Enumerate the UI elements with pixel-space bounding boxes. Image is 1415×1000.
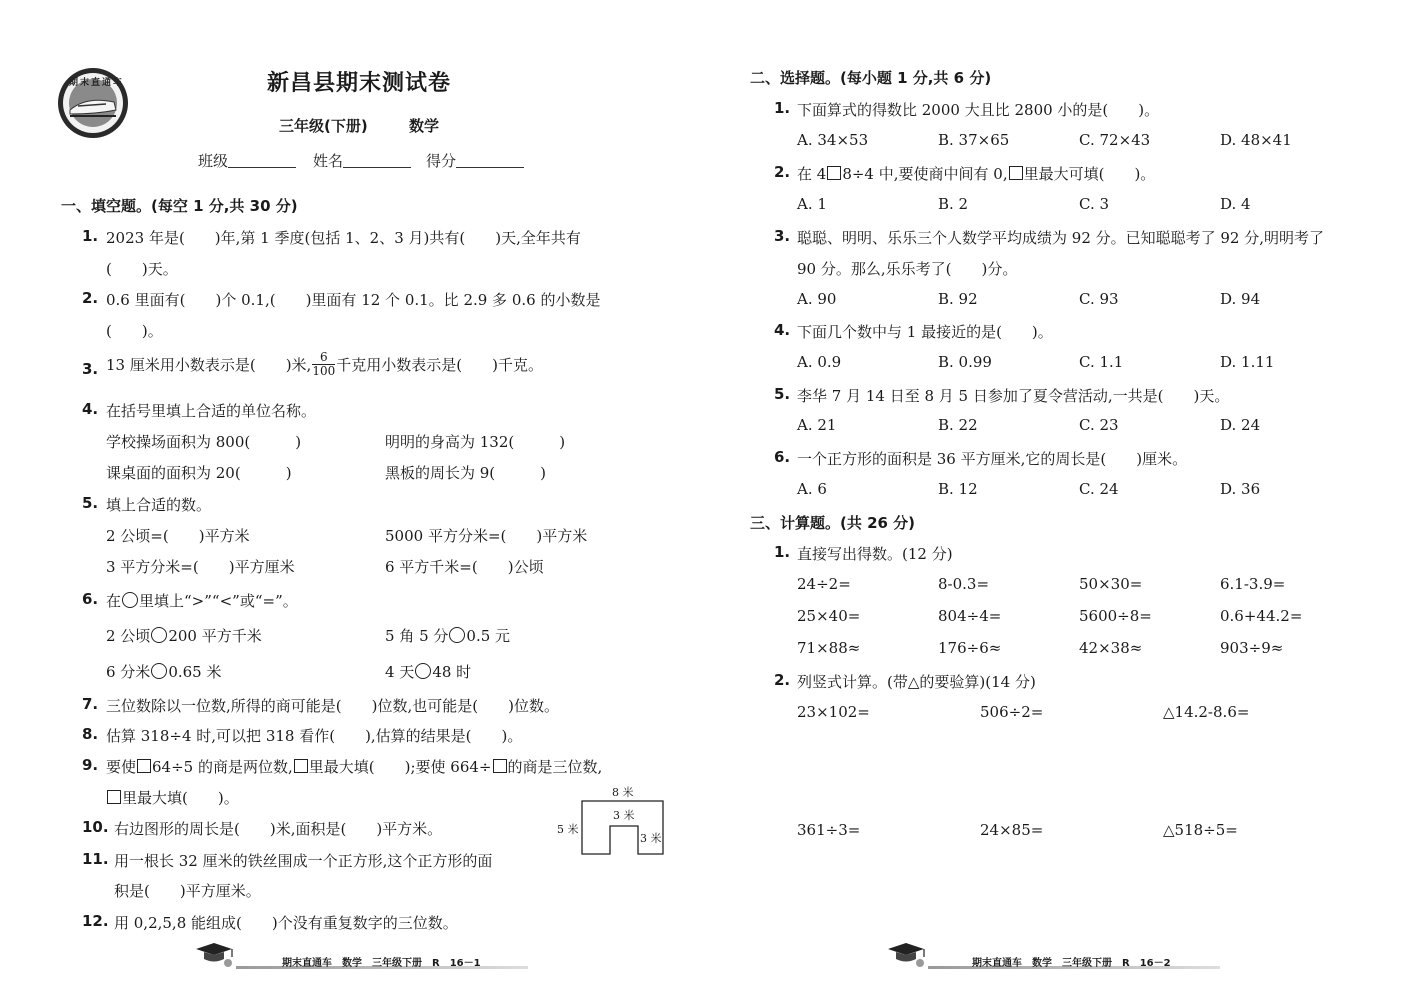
c1-text: 下面算式的得数比 2000 大且比 2800 小的是( )。: [797, 101, 1160, 119]
q6-text: [106, 590, 298, 611]
c1-option-d[interactable]: D. 48×41: [1220, 131, 1292, 149]
q3-fraction-denominator: 100: [312, 364, 336, 378]
q6-b-right: 0.5 元: [466, 627, 511, 645]
answer-circle[interactable]: [415, 663, 431, 679]
q3-part-a: 13 厘米用小数表示是( )米,: [106, 356, 312, 374]
c6-text: 一个正方形的面积是 36 平方厘米,它的周长是( )厘米。: [797, 450, 1188, 468]
q6-item-c: [106, 661, 221, 682]
logo-text: 期末直通车: [69, 78, 125, 88]
c5-option-d[interactable]: D. 24: [1220, 416, 1261, 434]
c2-text: [797, 163, 1155, 184]
q1-line2: ( )天。: [106, 260, 178, 278]
logo-badge: [56, 66, 130, 140]
score-field[interactable]: [426, 150, 524, 171]
c3-option-b[interactable]: B. 92: [938, 290, 978, 308]
q9-line1: [106, 756, 602, 777]
k2-r1-c2: 506÷2=: [980, 703, 1044, 721]
q1-line1: 2023 年是( )年,第 1 季度(包括 1、2、3 月)共有( )天,全年共有: [106, 229, 581, 247]
page-title: 新昌县期末测试卷: [267, 70, 452, 96]
name-label: 姓名: [313, 152, 344, 170]
c3-line1: 聪聪、明明、乐乐三个人数学平均成绩为 92 分。已知聪聪考了 92 分,明明考了: [797, 229, 1325, 247]
q6-c-right: 0.65 米: [168, 663, 222, 681]
q6-c-left: 6 分米: [106, 663, 151, 681]
q12-number: 12.: [82, 912, 109, 930]
c2-option-a[interactable]: A. 1: [797, 195, 827, 213]
c6-option-c[interactable]: C. 24: [1079, 480, 1119, 498]
q6-text-pre: 在: [106, 592, 122, 610]
fig-label-left: 5 米: [557, 823, 579, 836]
answer-circle[interactable]: [151, 663, 167, 679]
c6-number: 6.: [774, 448, 791, 466]
c1-number: 1.: [774, 99, 791, 117]
square-box-icon: [107, 790, 121, 804]
q5-item-d: 6 平方千米=( )公顷: [385, 558, 544, 576]
k1-text: 直接写出得数。(12 分): [797, 545, 953, 563]
c2-option-d[interactable]: D. 4: [1220, 195, 1251, 213]
q4-item-c: 课桌面的面积为 20( ): [106, 464, 292, 482]
graduation-cap-icon: [192, 940, 238, 970]
answer-circle[interactable]: [151, 627, 167, 643]
k1-r1-c1: 24÷2=: [797, 575, 851, 593]
k2-r1-c1: 23×102=: [797, 703, 870, 721]
c2-number: 2.: [774, 163, 791, 181]
q3-fraction: [312, 351, 335, 378]
q2-line2: ( )。: [106, 322, 163, 340]
q7-text: 三位数除以一位数,所得的商可能是( )位数,也可能是( )位数。: [106, 697, 559, 715]
q11-number: 11.: [82, 850, 109, 868]
footer-left-text: 期末直通车 数学 三年级下册 R 16－1: [282, 958, 481, 969]
k1-r1-c2: 8-0.3=: [938, 575, 990, 593]
c1-option-b[interactable]: B. 37×65: [938, 131, 1010, 149]
fig-label-right: 3 米: [640, 832, 662, 845]
k1-r3-c2: 176÷6≈: [938, 639, 1002, 657]
k1-r1-c4: 6.1-3.9=: [1220, 575, 1286, 593]
q3-number: 3.: [82, 360, 99, 378]
k1-r2-c2: 804÷4=: [938, 607, 1002, 625]
q9-part-d: 的商是三位数,: [507, 758, 603, 776]
answer-circle[interactable]: [449, 627, 465, 643]
k2-number: 2.: [774, 671, 791, 689]
c3-option-d[interactable]: D. 94: [1220, 290, 1261, 308]
q5-item-b: 5000 平方分米=( )平方米: [385, 527, 588, 545]
c5-text: 李华 7 月 14 日至 8 月 5 日参加了夏令营活动,一共是( )天。: [797, 387, 1230, 405]
section-calc-heading: 三、计算题。(共 26 分): [750, 514, 916, 532]
c2-option-c[interactable]: C. 3: [1079, 195, 1110, 213]
q5-item-c: 3 平方分米=( )平方厘米: [106, 558, 295, 576]
q9-number: 9.: [82, 756, 99, 774]
q10-text: 右边图形的周长是( )米,面积是( )平方米。: [114, 820, 443, 838]
q4-item-b: 明明的身高为 132( ): [385, 433, 566, 451]
k2-r2-c3: △518÷5=: [1163, 821, 1238, 839]
q4-item-a: 学校操场面积为 800( ): [106, 433, 302, 451]
c1-option-c[interactable]: C. 72×43: [1079, 131, 1151, 149]
q6-b-left: 5 角 5 分: [385, 627, 449, 645]
q9-line2: [106, 787, 239, 808]
k1-r2-c1: 25×40=: [797, 607, 861, 625]
c5-option-a[interactable]: A. 21: [797, 416, 837, 434]
footer-right-text: 期末直通车 数学 三年级下册 R 16－2: [972, 958, 1171, 969]
c2-part-a: 在 4: [797, 165, 827, 183]
score-label: 得分: [426, 152, 457, 170]
square-box-icon: [827, 166, 841, 180]
q2-number: 2.: [82, 289, 99, 307]
q2-line1: 0.6 里面有( )个 0.1,( )里面有 12 个 0.1。比 2.9 多 0.6 的小数是: [106, 291, 601, 309]
k1-r3-c3: 42×38≈: [1079, 639, 1143, 657]
c4-text: 下面几个数中与 1 最接近的是( )。: [797, 323, 1053, 341]
q8-text: 估算 318÷4 时,可以把 318 看作( ),估算的结果是( )。: [106, 727, 523, 745]
section-choice-heading: 二、选择题。(每小题 1 分,共 6 分): [750, 69, 992, 87]
subtitle-grade: 三年级(下册): [279, 117, 368, 135]
circle-icon: [122, 592, 138, 608]
q6-a-right: 200 平方千米: [168, 627, 262, 645]
c5-option-c[interactable]: C. 23: [1079, 416, 1119, 434]
c4-option-d[interactable]: D. 1.11: [1220, 353, 1275, 371]
square-box-icon: [137, 759, 151, 773]
c3-number: 3.: [774, 227, 791, 245]
q9-line2-text: 里最大填( )。: [122, 789, 239, 807]
q9-part-a: 要使: [106, 758, 137, 776]
c2-option-b[interactable]: B. 2: [938, 195, 969, 213]
c4-number: 4.: [774, 321, 791, 339]
footer-left-icon: [192, 940, 238, 974]
c4-option-c[interactable]: C. 1.1: [1079, 353, 1124, 371]
q11-line1: 用一根长 32 厘米的铁丝围成一个正方形,这个正方形的面: [114, 852, 493, 870]
c6-option-d[interactable]: D. 36: [1220, 480, 1261, 498]
footer-right-icon: [884, 940, 930, 974]
c3-option-a[interactable]: A. 90: [797, 290, 837, 308]
q6-item-d: [385, 661, 471, 682]
q4-number: 4.: [82, 400, 99, 418]
q11-line2: 积是( )平方厘米。: [114, 882, 261, 900]
q5-item-a: 2 公顷=( )平方米: [106, 527, 250, 545]
graduation-cap-icon: [884, 940, 930, 970]
subtitle-subject: 数学: [409, 117, 440, 135]
q5-number: 5.: [82, 494, 99, 512]
k1-r3-c1: 71×88≈: [797, 639, 861, 657]
fig-label-top: 8 米: [612, 786, 634, 799]
c2-part-b: 8÷4 中,要使商中间有 0,: [842, 165, 1008, 183]
k1-number: 1.: [774, 543, 791, 561]
k2-r2-c1: 361÷3=: [797, 821, 861, 839]
q5-text: 填上合适的数。: [106, 496, 212, 514]
k1-r1-c3: 50×30=: [1079, 575, 1143, 593]
q6-text-post: 里填上“>”“<”或“=”。: [139, 592, 298, 610]
q3-line: [106, 351, 543, 378]
k1-r3-c4: 903÷9≈: [1220, 639, 1284, 657]
q10-number: 10.: [82, 818, 109, 836]
k2-r2-c2: 24×85=: [980, 821, 1044, 839]
square-box-icon: [1009, 166, 1023, 180]
c6-option-a[interactable]: A. 6: [797, 480, 827, 498]
c3-line2: 90 分。那么,乐乐考了( )分。: [797, 260, 1018, 278]
name-field[interactable]: [313, 150, 411, 171]
q3-fraction-numerator: 6: [312, 351, 335, 365]
q3-part-b: 千克用小数表示是( )千克。: [336, 356, 543, 374]
c4-option-b[interactable]: B. 0.99: [938, 353, 992, 371]
q12-text: 用 0,2,5,8 能组成( )个没有重复数字的三位数。: [114, 914, 458, 932]
q4-item-d: 黑板的周长为 9( ): [385, 464, 547, 482]
fig-label-inner: 3 米: [613, 809, 635, 822]
c5-number: 5.: [774, 385, 791, 403]
q8-number: 8.: [82, 725, 99, 743]
q6-d-left: 4 天: [385, 663, 415, 681]
k2-text: 列竖式计算。(带△的要验算)(14 分): [797, 673, 1036, 691]
q6-a-left: 2 公顷: [106, 627, 151, 645]
q7-number: 7.: [82, 695, 99, 713]
c3-option-c[interactable]: C. 93: [1079, 290, 1119, 308]
square-box-icon: [493, 759, 507, 773]
k1-r2-c4: 0.6+44.2=: [1220, 607, 1303, 625]
q9-part-c: 里最大填( );要使 664÷: [308, 758, 492, 776]
c5-option-b[interactable]: B. 22: [938, 416, 978, 434]
class-label: 班级: [198, 152, 229, 170]
c1-option-a[interactable]: A. 34×53: [797, 131, 869, 149]
q1-number: 1.: [82, 227, 99, 245]
c4-option-a[interactable]: A. 0.9: [797, 353, 842, 371]
k1-r2-c3: 5600÷8=: [1079, 607, 1152, 625]
k2-r1-c3: △14.2-8.6=: [1163, 703, 1250, 721]
q4-text: 在括号里填上合适的单位名称。: [106, 402, 317, 420]
c2-part-c: 里最大可填( )。: [1023, 165, 1156, 183]
q6-d-right: 48 时: [432, 663, 472, 681]
q6-item-b: [385, 625, 510, 646]
q6-item-a: [106, 625, 262, 646]
shape-figure: [555, 784, 670, 859]
square-box-icon: [294, 759, 308, 773]
class-field[interactable]: [198, 150, 296, 171]
q6-number: 6.: [82, 590, 99, 608]
q9-part-b: 64÷5 的商是两位数,: [152, 758, 293, 776]
section-fill-blank-heading: 一、填空题。(每空 1 分,共 30 分): [61, 197, 298, 215]
c6-option-b[interactable]: B. 12: [938, 480, 978, 498]
